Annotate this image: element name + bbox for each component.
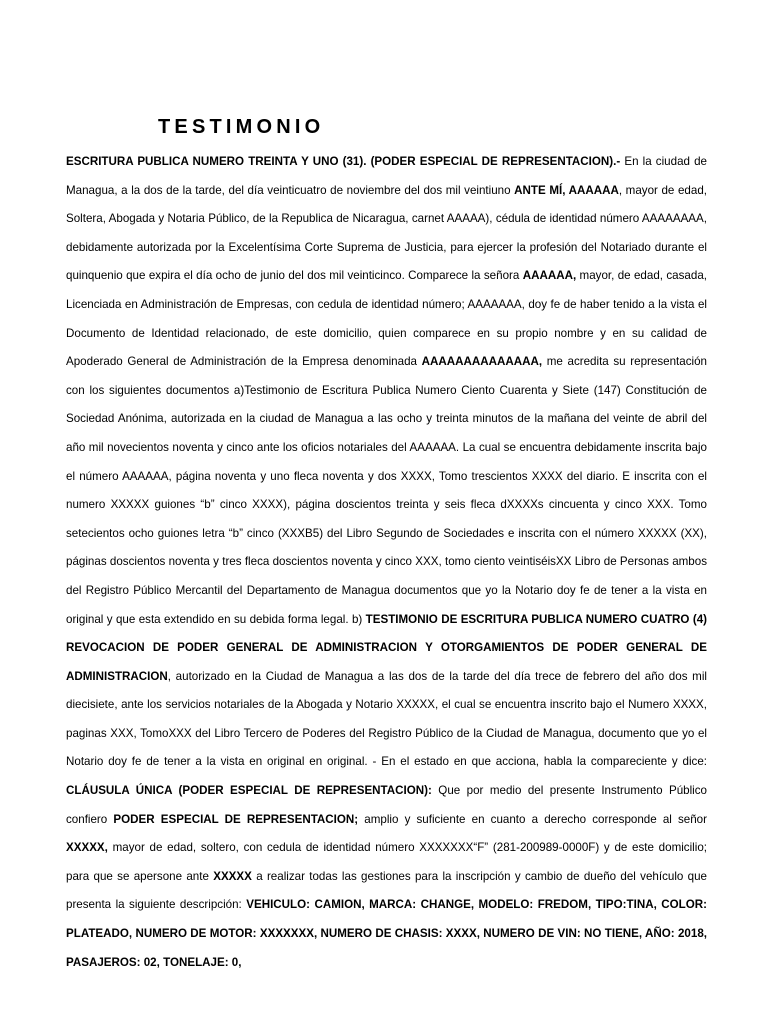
text-segment: amplio y suficiente en cuanto a derecho corresponde al señor [358, 812, 707, 826]
text-segment: mayor, de edad, casada, Licenciada en Administración de Empresas, con cedula de identidad número; AAAAAAA, doy fe de haber tenido a la vista el Documento de Identidad relacionado, de este domicilio, quien comparece en su propio nombre y en su calidad de Apoderado General de Administración de la Empresa denominada [66, 269, 707, 369]
text-segment: Que por medio del presente Instrumento Público confiero [66, 784, 708, 826]
bold-text-segment: PODER ESPECIAL DE REPRESENTACION; [113, 812, 359, 826]
bold-text-segment: XXXXX [213, 869, 252, 883]
text-segment: , autorizado en la Ciudad de Managua a las dos de la tarde del día trece de febrero del año dos mil diecisiete, ante los servicios notariales de la Abogada y Notario XXXXX, el cual se encuentra inscrito bajo el Numero XXXX, paginas XXX, TomoXXX del Libro Tercero de Poderes del Registro Público de la Ciudad de Managua, documento que yo el Notario doy fe de tener a la vista en original en original. - En el estado en que acciona, habla la compareciente y dice: [66, 669, 707, 769]
bold-text-segment: CLÁUSULA ÚNICA (PODER ESPECIAL DE REPRESENTACION): [66, 784, 432, 798]
text-segment: , mayor de edad, Soltera, Abogada y Notaria Público, de la Republica de Nicaragua, carnet AAAAA), cédula de identidad número AAAAAAAA, debidamente autorizada por la Excelentísima Corte Suprema de Justicia, para ejercer la profesión del Notariado durante el quinquenio que expira el día ocho de junio del dos mil veinticinco. Comparece la señora [66, 183, 707, 283]
bold-text-segment: XXXXX, [66, 841, 108, 855]
bold-text-segment: AAAAAAAAAAAAAA, [421, 355, 543, 369]
bold-text-segment: VEHICULO: CAMION, MARCA: CHANGE, MODELO: FREDOM, TIPO:TINA, COLOR: PLATEADO, NUMERO DE MOTOR: XXXXXXX, NUMERO DE CHASIS: XXXX, NUMERO DE VIN: NO TIENE, AÑO: 2018, PASAJEROS: 02, TONELAJE: 0, [66, 898, 707, 969]
text-segment: En la ciudad de Managua, a la dos de la tarde, del día veinticuatro de noviembre del dos mil veintiuno [66, 155, 707, 197]
document-body [66, 148, 707, 977]
document-title: TESTIMONIO [158, 116, 325, 138]
text-segment: me acredita su representación con los siguientes documentos a)Testimonio de Escritura Publica Numero Ciento Cuarenta y Siete (147) Constitución de Sociedad Anónima, autorizada en la ciudad de Managua a las ocho y treinta minutos de la mañana del veinte de abril del año mil novecientos noventa y cinco ante los oficios notariales del AAAAAA. La cual se encuentra debidamente inscrita bajo el número AAAAAA, página noventa y uno fleca noventa y dos XXXX, Tomo trescientos XXXX del diario. E inscrita con el numero XXXXX guiones “b” cinco XXXX), página doscientos treinta y seis fleca dXXXXs cincuenta y cinco XXX. Tomo setecientos ocho guiones letra “b” cinco (XXXB5) del Libro Segundo de Sociedades e inscrita con el número XXXXX (XX), páginas doscientos noventa y tres fleca doscientos noventa y cinco XXX, tomo ciento veintiséisXX Libro de Personas ambos del Registro Público Mercantil del Departamento de Managua documentos que yo la Notario doy fe de tener a la vista en original y que esta extendido en su debida forma legal. b) [66, 355, 707, 626]
bold-text-segment: ESCRITURA PUBLICA NUMERO TREINTA Y UNO (31). (PODER ESPECIAL DE REPRESENTACION).- [66, 155, 621, 168]
text-segment: mayor de edad, soltero, con cedula de identidad número XXXXXXX“F” (281-200989-0000F) y de este domicilio; para que se apersone ante [66, 841, 707, 883]
bold-text-segment: AAAAAA, [522, 269, 577, 283]
text-segment: a realizar todas las gestiones para la inscripción y cambio de dueño del vehículo que presenta la siguiente descripción: [66, 869, 707, 912]
bold-text-segment: TESTIMONIO DE ESCRITURA PUBLICA NUMERO CUATRO (4) REVOCACION DE PODER GENERAL DE ADMINISTRACION Y OTORGAMIENTOS DE PODER GENERAL DE ADMINISTRACION [66, 612, 708, 683]
bold-text-segment: ANTE MÍ, AAAAAA [514, 183, 619, 197]
